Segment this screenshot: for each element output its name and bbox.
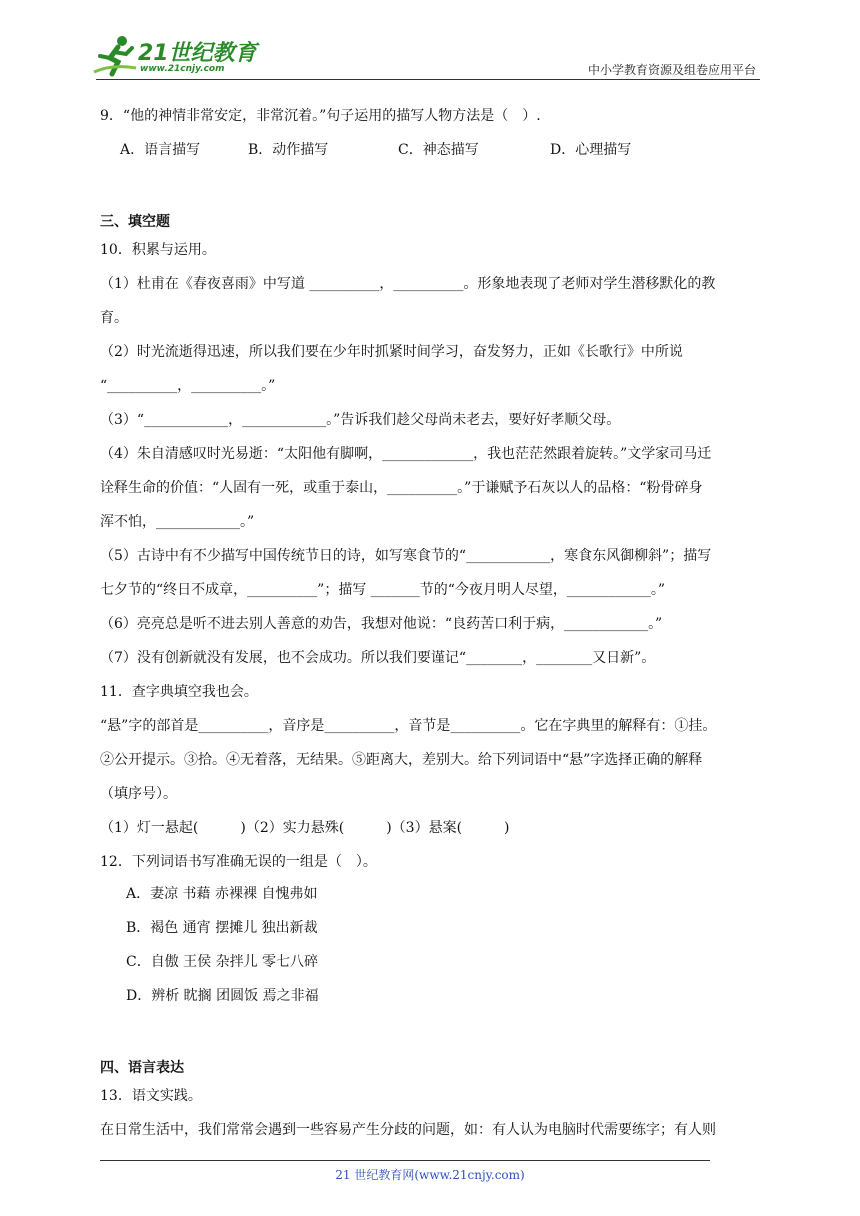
q9-option-d: D．心理描写 (550, 142, 632, 158)
question-12-stem: 12．下列词语书写准确无误的一组是（ ）。 (100, 854, 377, 870)
q11-line: ②公开提示。③拾。④无着落，无结果。⑤距离大，差别大。给下列词语中“悬”字选择正确的解释 (100, 752, 703, 768)
q11-line: （填序号）。 (100, 786, 177, 802)
q11-line: （1）灯一悬起( )（2）实力悬殊( )（3）悬案( ) (100, 820, 510, 836)
logo-url: www.21cnjy.com (140, 64, 225, 74)
q12-option-b: B．褐色 通宵 摆摊儿 独出新裁 (126, 920, 318, 936)
q12-option-d: D．辨析 眈搁 团圆饭 焉之非福 (126, 988, 319, 1004)
runner-logo-icon (92, 34, 138, 78)
q10-line: （2）时光流逝得迅速，所以我们要在少年时抓紧时间学习，奋发努力，正如《长歌行》中所说 (100, 344, 683, 360)
platform-name: 中小学教育资源及组卷应用平台 (587, 63, 756, 77)
question-9-stem: 9．“他的神情非常安定，非常沉着。”句子运用的描写人物方法是（ ）. (100, 108, 541, 124)
logo (92, 34, 267, 82)
q10-line: “__________，__________。” (100, 378, 276, 394)
q10-line: （6）亮亮总是听不进去别人善意的劝告，我想对他说：“良药苦口利于病，____________。” (100, 616, 663, 632)
q10-line: 浑不怕，____________。” (100, 514, 255, 530)
q10-line: （7）没有创新就没有发展，也不会成功。所以我们要谨记“________，________又日新”。 (100, 650, 656, 666)
q12-option-c: C．自傲 王侯 杂拌儿 零七八碎 (126, 954, 319, 970)
q9-option-c: C．神态描写 (398, 142, 479, 158)
q9-option-b: B．动作描写 (248, 142, 329, 158)
q10-line: （4）朱自清感叹时光易逝：“太阳他有脚啊，_____________，我也茫茫然跟着旋转。”文学家司马迁 (100, 446, 712, 462)
footer-text: 21 世纪教育网(www.21cnjy.com) (335, 1168, 525, 1182)
section-4-title: 四、语言表达 (100, 1060, 184, 1076)
section-3-title: 三、填空题 (100, 214, 170, 230)
question-10-title: 10．积累与运用。 (100, 242, 216, 258)
q10-line: （5）古诗中有不少描写中国传统节日的诗，如写寒食节的“____________，寒食东风御柳斜”；描写 (100, 548, 712, 564)
question-13-title: 13．语文实践。 (100, 1088, 202, 1104)
footer-divider (100, 1160, 710, 1161)
q10-line: （3）“____________，____________。”告诉我们趁父母尚未老去，要好好孝顺父母。 (100, 412, 621, 428)
q10-line: 七夕节的“终日不成章，__________”；描写 _______节的“今夜月明人尽望，____________。” (100, 582, 666, 598)
q10-line: 诠释生命的价值：“人固有一死，或重于泰山，__________。”于谦赋予石灰以人的品格：“粉骨碎身 (100, 480, 703, 496)
header-divider (96, 79, 760, 80)
q11-line: “悬”字的部首是__________，音序是__________，音节是__________。它在字典里的解释有：①挂。 (100, 718, 717, 734)
q10-line: （1）杜甫在《春夜喜雨》中写道 __________，__________。形象地表现了老师对学生潜移默化的教 (100, 276, 716, 292)
q12-option-a: A．妻凉 书藉 赤裸裸 自愧弗如 (126, 886, 318, 902)
q10-line: 育。 (100, 310, 128, 326)
question-11-title: 11．查字典填空我也会。 (100, 684, 258, 700)
q13-line: 在日常生活中，我们常常会遇到一些容易产生分歧的问题，如：有人认为电脑时代需要练字；有人则 (100, 1122, 716, 1138)
q9-option-a: A．语言描写 (120, 142, 201, 158)
logo-text: 21世纪教育 (138, 41, 257, 66)
